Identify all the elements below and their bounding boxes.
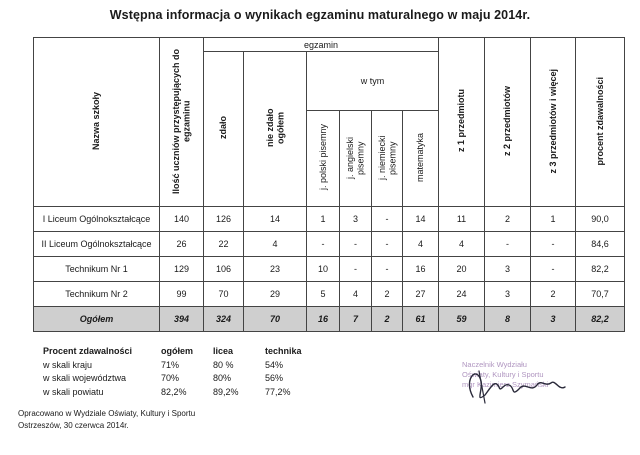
header-exam-group: egzamin <box>204 38 439 52</box>
cell-polish: 5 <box>307 282 340 307</box>
cell-polish: 10 <box>307 257 340 282</box>
total-german: 2 <box>372 307 403 332</box>
total-students: 394 <box>160 307 204 332</box>
cell-pass-rate: 84,6 <box>576 232 625 257</box>
cell-math: 16 <box>403 257 439 282</box>
summary-row: w skali powiatu 82,2% 89,2% 77,2% <box>43 386 291 397</box>
total-passed: 324 <box>204 307 244 332</box>
cell-german: - <box>372 232 403 257</box>
cell-from2: 3 <box>485 257 531 282</box>
summary-row: w skali kraju 71% 80 % 54% <box>43 359 284 370</box>
cell-students: 26 <box>160 232 204 257</box>
cell-passed: 126 <box>204 207 244 232</box>
school-name: I Liceum Ogólnokształcące <box>34 207 160 232</box>
cell-passed: 22 <box>204 232 244 257</box>
cell-pass-rate: 90,0 <box>576 207 625 232</box>
header-row-1 <box>34 38 625 52</box>
cell-pass-rate: 82,2 <box>576 257 625 282</box>
table-row <box>34 207 625 232</box>
header-pass-rate: procent zdawalności <box>576 38 625 207</box>
page-title: Wstępna informacja o wynikach egzaminu maturalnego w maju 2014r. <box>109 8 531 22</box>
header-polish: j. polski pisemny <box>307 111 340 207</box>
summary-row: w skali województwa 70% 80% 56% <box>43 373 284 383</box>
cell-from1: 20 <box>439 257 485 282</box>
footer-department: Opracowano w Wydziale Oświaty, Kultury i Sportu <box>18 409 196 418</box>
total-row <box>34 307 625 332</box>
summary-col-overall: ogółem <box>161 346 194 356</box>
cell-passed: 70 <box>204 282 244 307</box>
header-from3: z 3 przedmiotów i więcej <box>531 38 576 207</box>
school-name: II Liceum Ogólnokształcące <box>34 232 160 257</box>
cell-failed: 23 <box>244 257 307 282</box>
header-from2: z 2 przedmiotów <box>485 38 531 207</box>
cell-from2: - <box>485 232 531 257</box>
school-name: Technikum Nr 1 <box>34 257 160 282</box>
pass-rate-summary <box>43 345 315 399</box>
total-from2: 8 <box>485 307 531 332</box>
handwritten-signature <box>455 357 595 413</box>
cell-german: - <box>372 207 403 232</box>
cell-from1: 4 <box>439 232 485 257</box>
stamp-line: mgr Kazimierz Szymański <box>462 380 549 389</box>
stamp-line: Naczelnik Wydziału <box>462 360 527 369</box>
header-school: Nazwa szkoły <box>34 38 160 207</box>
cell-math: 14 <box>403 207 439 232</box>
total-from3: 3 <box>531 307 576 332</box>
cell-failed: 4 <box>244 232 307 257</box>
cell-german: 2 <box>372 282 403 307</box>
table-row <box>34 232 625 257</box>
cell-english: - <box>340 257 372 282</box>
header-english: j. angielski pisemny <box>340 111 372 207</box>
stamp-line: Oświaty, Kultury i Sportu <box>462 370 544 379</box>
cell-from3: - <box>531 232 576 257</box>
summary-col-high-schools: licea <box>213 346 234 356</box>
cell-from2: 2 <box>485 207 531 232</box>
table-row <box>34 257 625 282</box>
cell-math: 4 <box>403 232 439 257</box>
header-german: j. niemiecki pisemny <box>372 111 403 207</box>
header-from1: z 1 przedmiotu <box>439 38 485 207</box>
total-failed: 70 <box>244 307 307 332</box>
cell-from1: 24 <box>439 282 485 307</box>
total-label: Ogółem <box>34 307 160 332</box>
total-from1: 59 <box>439 307 485 332</box>
cell-passed: 106 <box>204 257 244 282</box>
cell-failed: 14 <box>244 207 307 232</box>
cell-from1: 11 <box>439 207 485 232</box>
cell-from3: 2 <box>531 282 576 307</box>
cell-students: 129 <box>160 257 204 282</box>
cell-polish: - <box>307 232 340 257</box>
summary-title: Procent zdawalności <box>43 346 133 356</box>
summary-header <box>43 345 315 359</box>
header-including: w tym <box>307 52 439 111</box>
school-name: Technikum Nr 2 <box>34 282 160 307</box>
cell-english: 4 <box>340 282 372 307</box>
cell-from3: - <box>531 257 576 282</box>
header-students: Ilość uczniów przystępujących do egzaminu <box>160 38 204 207</box>
cell-from2: 3 <box>485 282 531 307</box>
footer-place-date: Ostrzeszów, 30 czerwca 2014r. <box>18 421 129 430</box>
total-math: 61 <box>403 307 439 332</box>
cell-pass-rate: 70,7 <box>576 282 625 307</box>
total-polish: 16 <box>307 307 340 332</box>
cell-english: 3 <box>340 207 372 232</box>
cell-polish: 1 <box>307 207 340 232</box>
summary-col-technical: technika <box>265 346 302 356</box>
document-footer <box>18 408 195 432</box>
total-english: 7 <box>340 307 372 332</box>
cell-from3: 1 <box>531 207 576 232</box>
cell-students: 140 <box>160 207 204 232</box>
header-failed: nie zdało ogółem <box>244 52 307 207</box>
cell-failed: 29 <box>244 282 307 307</box>
header-math: matematyka <box>403 111 439 207</box>
cell-english: - <box>340 232 372 257</box>
header-passed: zdało <box>204 52 244 207</box>
table-row <box>34 282 625 307</box>
cell-german: - <box>372 257 403 282</box>
cell-math: 27 <box>403 282 439 307</box>
cell-students: 99 <box>160 282 204 307</box>
total-pass-rate: 82,2 <box>576 307 625 332</box>
results-table <box>33 37 625 332</box>
